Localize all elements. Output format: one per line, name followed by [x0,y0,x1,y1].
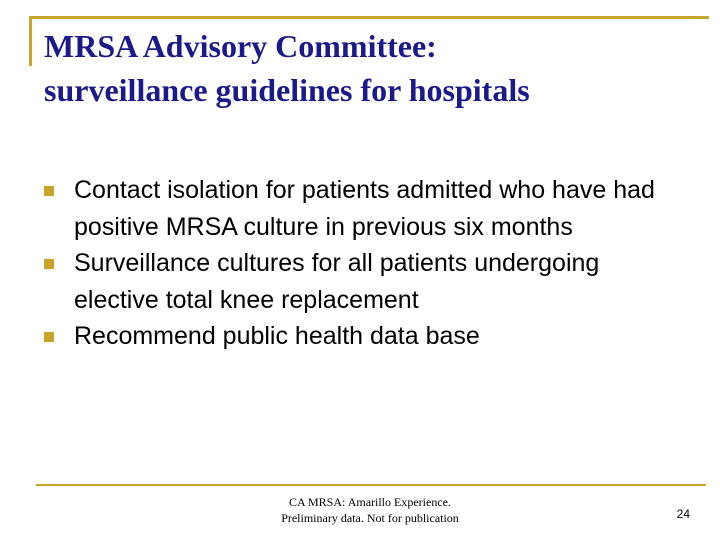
bullet-text: Recommend public health data base [74,322,480,350]
square-bullet-icon [44,332,54,342]
bullet-item [44,172,684,245]
page-number: 24 [676,507,690,521]
bullet-item [44,245,684,318]
footer-line-2: Preliminary data. Not for publication [281,511,459,525]
bullet-list [44,172,684,355]
title-line-2: surveillance guidelines for hospitals [44,72,530,108]
footer-text [230,494,510,526]
footer-line-1: CA MRSA: Amarillo Experience. [289,495,451,509]
footer-divider [36,484,706,486]
bullet-text: Contact isolation for patients admitted who have had positive MRSA culture in previous six months [74,176,655,241]
frame-top-line [29,16,709,19]
bullet-text: Surveillance cultures for all patients undergoing elective total knee replacement [74,249,600,314]
square-bullet-icon [44,186,54,196]
slide-title [44,24,704,112]
bullet-item [44,318,684,355]
frame-left-line [29,16,32,66]
square-bullet-icon [44,259,54,269]
title-line-1: MRSA Advisory Committee: [44,28,437,64]
